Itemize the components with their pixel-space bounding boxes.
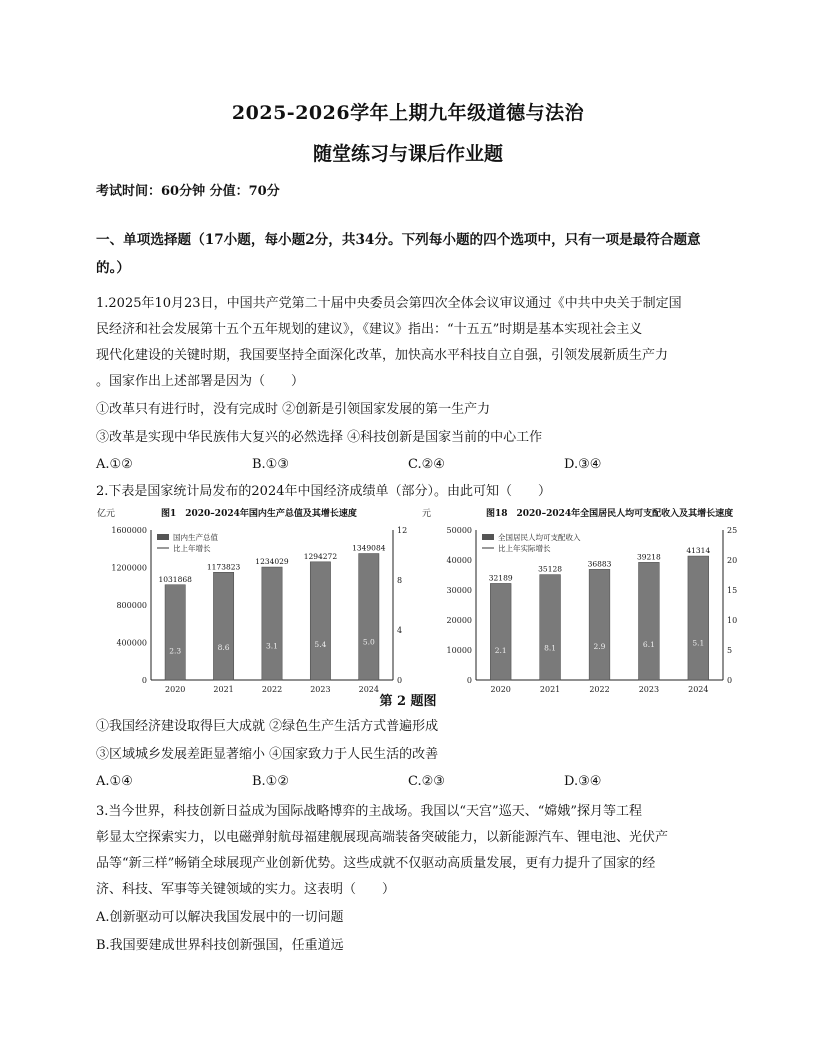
gdp-bar [359, 554, 379, 680]
q1-option-b[interactable]: B.①③ [252, 457, 289, 472]
gdp-bar [310, 562, 330, 680]
gdp-growth-label: 3.1 [266, 641, 278, 651]
income-xtick-label: 2021 [539, 685, 561, 694]
income-growth-label: 8.1 [544, 643, 557, 653]
gdp-bar [213, 572, 233, 680]
income-right-tick-label: 20 [727, 556, 738, 565]
q3-line-4: 济、科技、军事等关键领域的实力。这表明（ ） [96, 882, 396, 897]
gdp-growth-label: 2.3 [169, 646, 182, 656]
gdp-right-tick-label: 8 [397, 576, 403, 585]
income-bar [490, 583, 511, 680]
gdp-data-label: 1031868 [158, 574, 192, 584]
q2-options [96, 774, 716, 796]
gdp-legend-swatch-bar [157, 534, 169, 540]
section-heading: 一、单项选择题（17小题，每小题2分，共34分。下列每小题的四个选项中，只有一项是最符合题意的。） [96, 232, 701, 276]
income-data-label: 32189 [488, 573, 513, 583]
income-growth-label: 2.1 [494, 645, 507, 655]
q2-option-b[interactable]: B.①② [252, 774, 289, 789]
gdp-data-label: 1234029 [255, 557, 289, 567]
income-growth-label: 2.9 [593, 642, 606, 652]
income-ytick-label: 0 [466, 676, 472, 685]
gdp-right-tick-label: 0 [397, 676, 403, 685]
income-ytick-label: 40000 [446, 556, 472, 565]
q1-line-1: 1.2025年10月23日，中国共产党第二十届中央委员会第四次全体会议审议通过《中共中央关于制定国 [96, 296, 682, 311]
q3-option-b[interactable]: B.我国要建成世界科技创新强国，任重道远 [96, 938, 344, 953]
q1-options [96, 457, 716, 479]
income-ytick-label: 50000 [446, 526, 472, 535]
gdp-ytick-label: 1600000 [111, 526, 147, 535]
income-xtick-label: 2020 [490, 685, 511, 694]
q2-statement-2: ③区域城乡发展差距显著缩小 ④国家致力于人民生活的改善 [96, 747, 439, 762]
q3-option-a[interactable]: A.创新驱动可以解决我国发展中的一切问题 [96, 910, 344, 925]
chart-gdp [95, 504, 415, 694]
income-legend-label: 比上年实际增长 [498, 544, 551, 553]
chart-income [420, 504, 745, 694]
q1-statement-1: ①改革只有进行时，没有完成时 ②创新是引领国家发展的第一生产力 [96, 402, 491, 417]
income-xtick-label: 2024 [688, 685, 709, 694]
gdp-right-tick-label: 12 [397, 526, 408, 535]
income-right-tick-label: 10 [727, 616, 738, 625]
gdp-xtick-label: 2020 [165, 685, 186, 694]
exam-info: 考试时间：60分钟 分值：70分 [96, 184, 280, 199]
page-subtitle: 随堂练习与课后作业题 [312, 143, 503, 165]
q1-line-4: 。国家作出上述部署是因为（ ） [96, 374, 305, 389]
income-bar [540, 575, 561, 680]
gdp-ytick-label: 800000 [116, 601, 147, 610]
q3-line-3: 品等“新三样”畅销全球展现产业创新优势。这些成就不仅驱动高质量发展，更有力提升了国家的经 [96, 856, 656, 871]
gdp-ylabel: 亿元 [97, 509, 116, 519]
gdp-xtick-label: 2023 [310, 685, 331, 694]
income-data-label: 36883 [587, 559, 612, 569]
gdp-xtick-label: 2021 [213, 685, 234, 694]
gdp-ytick-label: 1200000 [111, 563, 147, 573]
figure-caption: 第 2 题图 [379, 694, 437, 709]
income-bar [688, 556, 709, 680]
income-right-tick-label: 5 [727, 646, 733, 655]
income-data-label: 39218 [636, 552, 661, 562]
gdp-legend-label: 比上年增长 [173, 544, 211, 553]
gdp-title: 图1 2020–2024年国内生产总值及其增长速度 [161, 509, 357, 519]
q1-statement-2: ③改革是实现中华民族伟大复兴的必然选择 ④科技创新是国家当前的中心工作 [96, 430, 543, 445]
income-right-tick-label: 15 [727, 586, 738, 595]
gdp-bar [165, 585, 185, 680]
income-legend-swatch-bar [482, 534, 494, 540]
page-title: 2025-2026学年上期九年级道德与法治 [231, 102, 585, 124]
q1-option-a[interactable]: A.①② [96, 457, 133, 472]
gdp-ytick-label: 400000 [116, 638, 147, 648]
q3-line-1: 3.当今世界，科技创新日益成为国际战略博弈的主战场。我国以“天宫”巡天、“嫦娥”探月等工程 [96, 804, 642, 819]
income-growth-label: 6.1 [642, 640, 655, 650]
income-data-label: 35128 [538, 564, 563, 574]
income-legend-label: 全国居民人均可支配收入 [498, 533, 581, 542]
q2-option-a[interactable]: A.①④ [96, 774, 133, 789]
gdp-growth-label: 8.6 [217, 642, 230, 652]
income-xtick-label: 2022 [589, 685, 610, 694]
income-growth-label: 5.1 [692, 638, 705, 648]
income-ytick-label: 10000 [446, 646, 472, 655]
gdp-xtick-label: 2024 [358, 685, 379, 694]
income-ylabel: 元 [422, 509, 432, 519]
income-bar [639, 562, 660, 680]
gdp-ytick-label: 0 [141, 676, 147, 685]
gdp-legend-label: 国内生产总值 [173, 533, 218, 542]
gdp-growth-label: 5.4 [314, 639, 327, 649]
gdp-xtick-label: 2022 [261, 685, 283, 694]
gdp-bar [262, 567, 282, 680]
q2-stem: 2.下表是国家统计局发布的2024年中国经济成绩单（部分）。由此可知（ ） [96, 484, 551, 499]
income-ytick-label: 20000 [446, 616, 472, 625]
gdp-growth-label: 5.0 [362, 637, 375, 647]
q1-option-d[interactable]: D.③④ [564, 457, 602, 472]
gdp-data-label: 1173823 [206, 562, 241, 572]
gdp-data-label: 1294272 [303, 551, 338, 561]
income-data-label: 41314 [686, 546, 711, 556]
income-title: 图18 2020–2024年全国居民人均可支配收入及其增长速度 [486, 509, 734, 519]
gdp-right-tick-label: 4 [397, 626, 403, 635]
income-bar [589, 569, 610, 680]
q2-option-d[interactable]: D.③④ [564, 774, 602, 789]
q2-statement-1: ①我国经济建设取得巨大成就 ②绿色生产生活方式普遍形成 [96, 719, 439, 734]
q2-option-c[interactable]: C.②③ [408, 774, 445, 789]
q3-line-2: 彰显太空探索实力，以电磁弹射航母福建舰展现高端装备突破能力，以新能源汽车、锂电池、光伏产 [96, 830, 669, 845]
q1-line-3: 现代化建设的关键时期，我国要坚持全面深化改革，加快高水平科技自立自强，引领发展新质生产力 [96, 348, 669, 363]
income-ytick-label: 30000 [446, 586, 472, 595]
gdp-data-label: 1349084 [352, 543, 386, 553]
q1-line-2: 民经济和社会发展第十五个五年规划的建议》，《建议》指出：“十五五”时期是基本实现社会主义 [96, 322, 643, 337]
income-right-tick-label: 25 [727, 526, 738, 535]
income-xtick-label: 2023 [638, 685, 660, 694]
q1-option-c[interactable]: C.②④ [408, 457, 445, 472]
income-right-tick-label: 0 [727, 676, 733, 685]
